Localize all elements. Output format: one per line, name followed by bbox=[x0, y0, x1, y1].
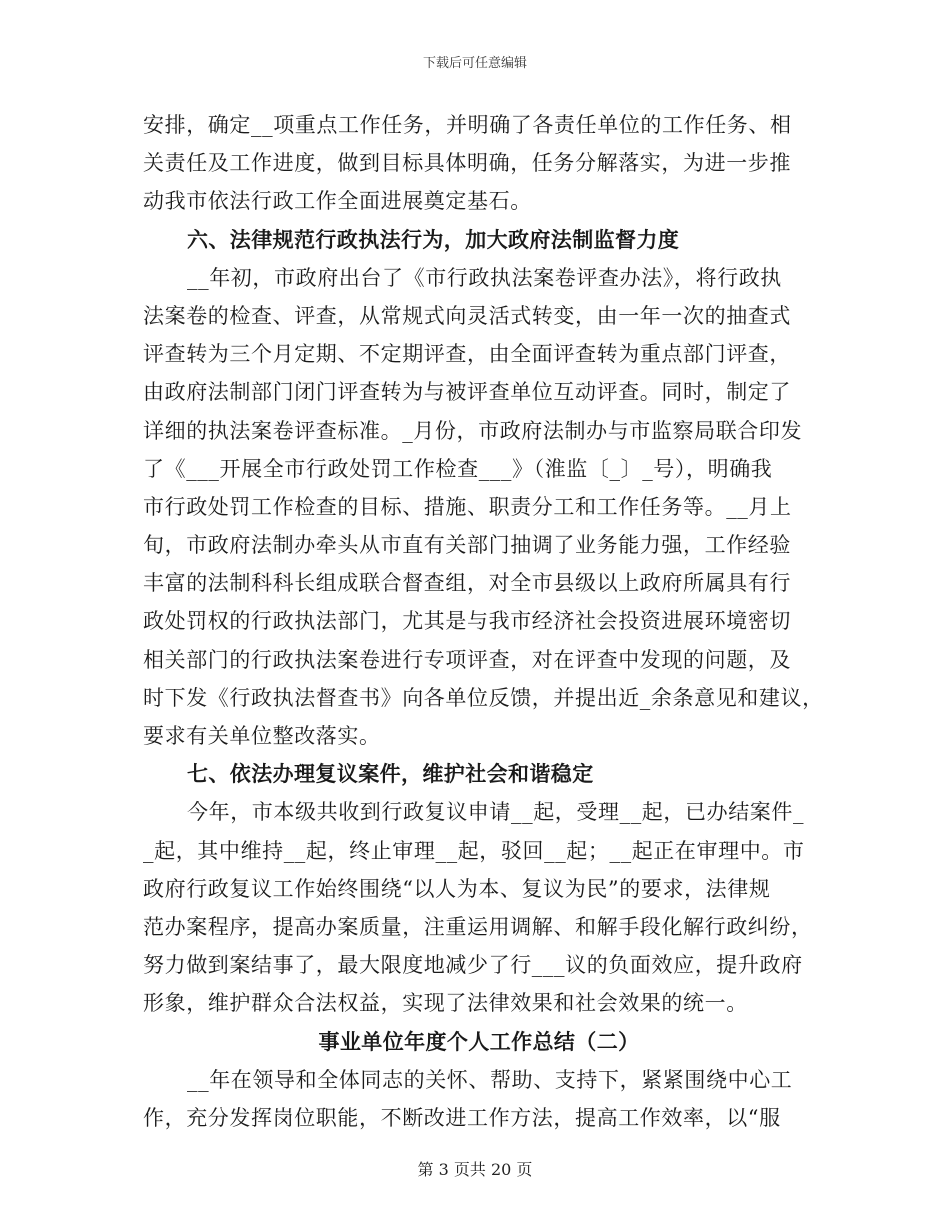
body-line: 了《___开展全市行政处罚工作检查___》（淮监〔_〕_号），明确我 bbox=[143, 456, 773, 481]
body-line: 政府行政复议工作始终围绕“以人为本、复议为民”的要求，法律规 bbox=[143, 876, 771, 901]
paragraph-first-line: __年在领导和全体同志的关怀、帮助、支持下，紧紧围绕中心工 bbox=[187, 1067, 793, 1092]
body-line: 相关部门的行政执法案卷进行专项评查，对在评查中发现的问题，及 bbox=[143, 647, 791, 672]
paragraph-first-line: __年初，市政府出台了《市行政执法案卷评查办法》，将行政执 bbox=[187, 265, 782, 290]
body-line: 市行政处罚工作检查的目标、措施、职责分工和工作任务等。__月上 bbox=[143, 494, 792, 519]
body-line: 形象，维护群众合法权益，实现了法律效果和社会效果的统一。 bbox=[143, 991, 748, 1016]
body-line: 旬，市政府法制办牵头从市直有关部门抽调了业务能力强，工作经验 bbox=[143, 533, 791, 558]
body-line: 范办案程序，提高办案质量，注重运用调解、和解手段化解行政纠纷， bbox=[143, 914, 813, 939]
page-footer: 第 3 页共 20 页 bbox=[417, 1160, 533, 1179]
document-body bbox=[143, 106, 824, 1137]
body-line: 动我市依法行政工作全面进展奠定基石。 bbox=[143, 189, 532, 214]
body-line: 关责任及工作进度，做到目标具体明确，任务分解落实，为进一步推 bbox=[143, 151, 791, 176]
section-heading: 七、依法办理复议案件，维护社会和谐稳定 bbox=[187, 761, 594, 787]
body-line: 安排，确定__项重点工作任务，并明确了各责任单位的工作任务、相 bbox=[143, 113, 792, 137]
body-line: 时下发《行政执法督查书》向各单位反馈，并提出近_余条意见和建议， bbox=[143, 685, 824, 710]
document-title: 事业单位年度个人工作总结（二） bbox=[318, 1028, 640, 1054]
body-line: 作，充分发挥岗位职能，不断改进工作方法，提高工作效率，以“服 bbox=[143, 1105, 781, 1130]
section-heading: 六、法律规范行政执法行为，加大政府法制监督力度 bbox=[187, 226, 680, 252]
body-line: 政处罚权的行政执法部门，尤其是与我市经济社会投资进展环境密切 bbox=[143, 609, 791, 634]
body-line: 要求有关单位整改落实。 bbox=[143, 724, 381, 748]
body-line: 法案卷的检查、评查，从常规式向灵活式转变，由一年一次的抽查式 bbox=[143, 303, 791, 328]
body-line: 努力做到案结事了，最大限度地减少了行___议的负面效应，提升政府 bbox=[143, 953, 803, 978]
body-line: _起，其中维持__起，终止审理__起，驳回__起；__起正在审理中。市 bbox=[143, 838, 805, 863]
body-line: 详细的执法案卷评查标准。_月份，市政府法制办与市监察局联合印发 bbox=[143, 418, 803, 443]
body-line: 由政府法制部门闭门评查转为与被评查单位互动评查。同时，制定了 bbox=[143, 380, 791, 405]
body-line: 评查转为三个月定期、不定期评查，由全面评查转为重点部门评查， bbox=[143, 342, 791, 367]
body-line: 丰富的法制科科长组成联合督查组，对全市县级以上政府所属具有行 bbox=[143, 571, 791, 596]
page-header: 下载后可任意编辑 bbox=[422, 56, 527, 71]
paragraph-first-line: 今年，市本级共收到行政复议申请__起，受理__起，已办结案件_ bbox=[187, 800, 805, 825]
